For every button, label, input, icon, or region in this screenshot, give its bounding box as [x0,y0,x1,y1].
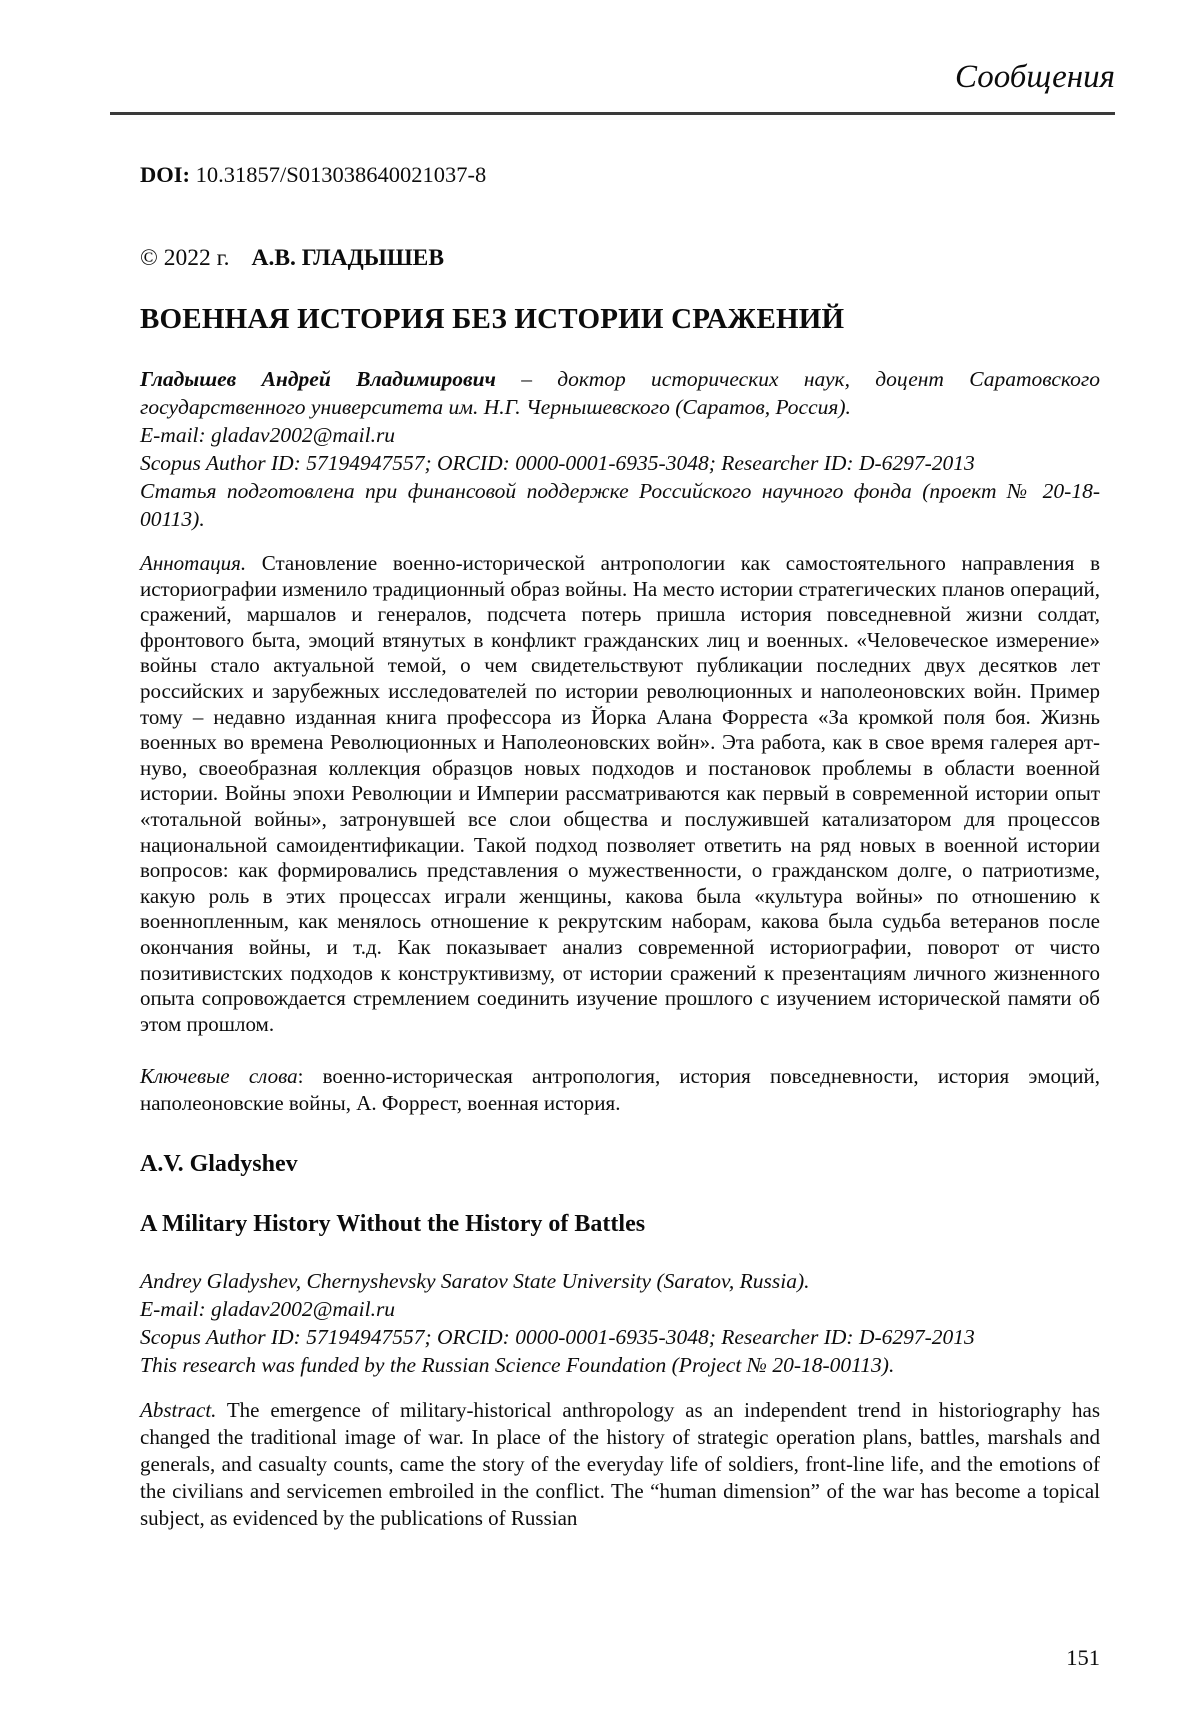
header-rule [110,112,1115,115]
funding-note-en: This research was funded by the Russian Science Foundation (Project № 20-18-00113). [140,1353,895,1378]
article-title-ru: ВОЕННАЯ ИСТОРИЯ БЕЗ ИСТОРИИ СРАЖЕНИЙ [140,303,845,335]
abstract-text-en: The emergence of military-historical anthropology as an independent trend in historiography has changed the traditional image of war. In place of the history of strategic operation plans, battles, marshals and generals, and casualty counts, came the story of the everyday life of soldiers, front-line life, and the emotions of the civilians and servicemen embroiled in the conflict. The “human dimension” of the war has become a topical subject, as evidenced by the publications of Russian [140,1398,1100,1531]
author-byline: А.В. ГЛАДЫШЕВ [251,245,445,271]
abstract-ru [140,551,1100,1037]
author-affiliation-line-ru [140,365,1100,421]
abstract-paragraph-ru [140,551,1100,1037]
author-name-ru: Гладышев Андрей Владимирович [140,367,496,391]
copyright-year: © 2022 г. [140,245,230,271]
doi-value: 10.31857/S013038640021037-8 [190,162,487,187]
author-affiliation-en: Andrey Gladyshev, Chernyshevsky Saratov State University (Saratov, Russia). [140,1269,810,1294]
author-email-en: E-mail: gladav2002@mail.ru [140,1297,396,1322]
journal-section-header: Сообщения [955,59,1115,95]
running-head-wrap [110,0,1115,98]
keywords-text-ru: : военно-историческая антропология, история повседневности, история эмоций, наполеоновские войны, А. Форрест, военная история. [140,1064,1100,1116]
author-heading-en: A.V. Gladyshev [140,1151,298,1178]
funding-note-ru: Статья подготовлена при финансовой поддержке Российского научного фонда (проект № 20-18-00113). [140,479,1100,531]
keywords-ru [140,1063,1100,1117]
abstract-en [140,1397,1100,1532]
doi-label: DOI: [140,162,190,187]
author-email-ru: E-mail: gladav2002@mail.ru [140,423,396,447]
byline [140,243,1100,273]
author-info-en [140,1267,1100,1379]
abstract-paragraph-en [140,1397,1100,1532]
abstract-text-ru: Становление военно-исторической антропологии как самостоятельного направления в историографии изменило традиционный образ войны. На место истории стратегических планов операций, сражений, маршалов и генералов, подсчета потерь пришла история повседневной жизни солдат, фронтового быта, эмоций втянутых в конфликт гражданских лиц и военных. «Человеческое измерение» войны стало актуальной темой, о чем свидетельствуют публикации последних двух десятков лет российских и зарубежных исследователей по истории революционных и наполеоновских войн. Пример тому – недавно изданная книга профессора из Йорка Алана Форреста «За кромкой поля боя. Жизнь военных во времена Революционных и Наполеоновских войн». Эта работа, как в свое время галерея арт-нуво, своеобразная коллекция образцов новых подходов и постановок проблемы в области военной истории. Войны эпохи Революции и Империи рассматриваются как первый в современной истории опыт «тотальной войны», затронувшей все слои общества и послужившей катализатором для процессов национальной самоидентификации. Такой подход позволяет ответить на ряд новых в военной истории вопросов: как формировались представления о мужественности, о гражданском долге, о патриотизме, какую роль в этих процессах играли женщины, какова была «культура войны» по отношению к военнопленным, как менялось отношение к рекрутским наборам, какова была судьба ветеранов после окончания войны, и т.д. Как показывает анализ современной историографии, поворот от чисто позитивистских подходов к конструктивизму, от истории сражений к презентациям личного жизненного опыта сопровождается стремлением соединить изучение прошлого с изучением исторической памяти об этом прошлом. [140,551,1100,1036]
abstract-label-ru: Аннотация. [140,551,247,575]
keywords-paragraph-ru [140,1063,1100,1117]
author-affiliation-ru: – доктор исторических наук, доцент Саратовского государственного университета им. Н.Г. Чернышевского (Саратов, Россия). [140,367,1101,419]
author-ids-en: Scopus Author ID: 57194947557; ORCID: 0000-0001-6935-3048; Researcher ID: D-6297-2013 [140,1325,975,1350]
author-info-ru [140,365,1100,533]
keywords-label-ru: Ключевые слова [140,1064,298,1089]
author-ids-ru: Scopus Author ID: 57194947557; ORCID: 0000-0001-6935-3048; Researcher ID: D-6297-2013 [140,451,975,475]
article-title-en: A Military History Without the History of Battles [140,1211,646,1238]
doi-line [140,161,1100,189]
page-number: 151 [1066,1645,1100,1670]
abstract-label-en: Abstract. [140,1398,217,1423]
